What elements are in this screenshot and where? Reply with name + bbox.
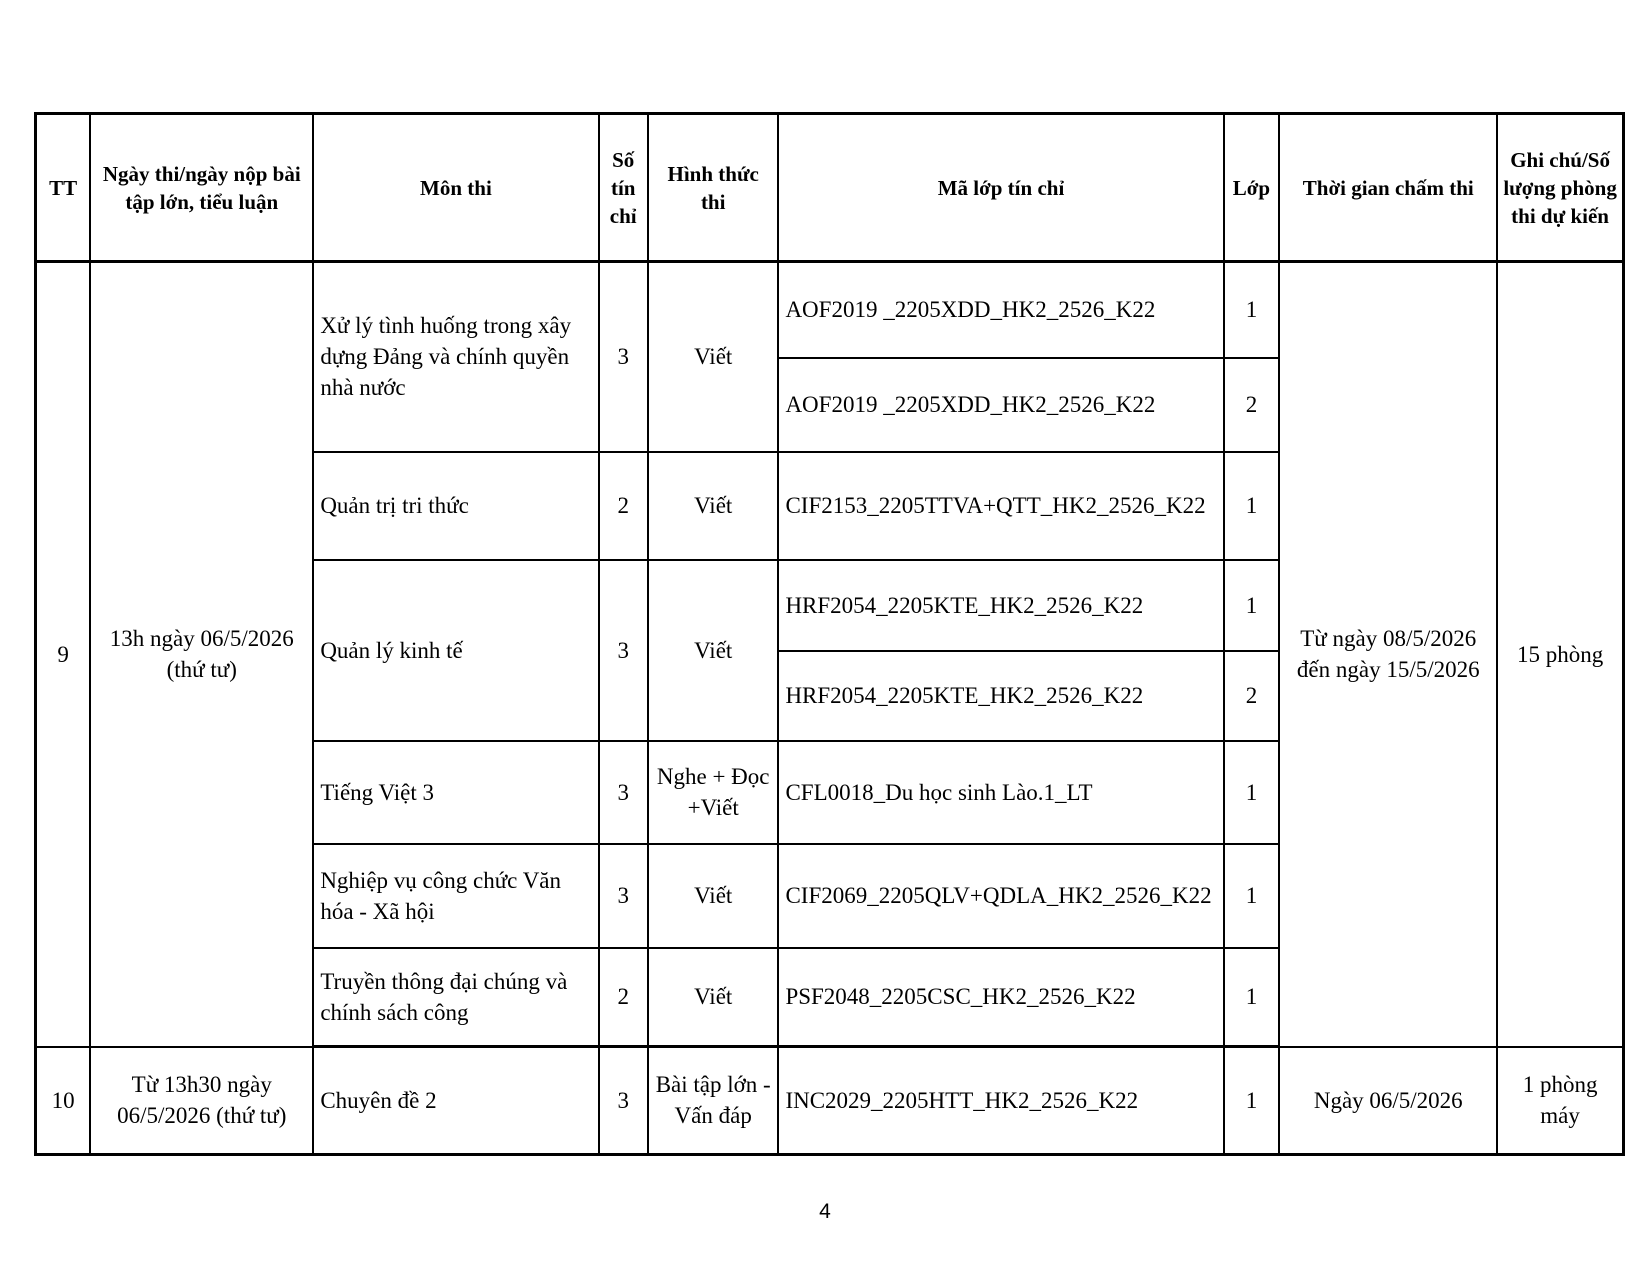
subject-name: Truyền thông đại chúng và chính sách công: [313, 948, 598, 1047]
credits: 3: [599, 262, 648, 452]
row-tt: 9: [36, 262, 91, 1047]
class-code: HRF2054_2205KTE_HK2_2526_K22: [778, 651, 1223, 741]
subject-name: Nghiệp vụ công chức Văn hóa - Xã hội: [313, 844, 598, 948]
header-format: Hình thức thi: [648, 114, 778, 262]
class-code: PSF2048_2205CSC_HK2_2526_K22: [778, 948, 1223, 1047]
subject-name: Quản lý kinh tế: [313, 560, 598, 741]
class-code: AOF2019 _2205XDD_HK2_2526_K22: [778, 262, 1223, 358]
class-number: 1: [1224, 844, 1280, 948]
row-tt: 10: [36, 1047, 91, 1155]
class-number: 2: [1224, 358, 1280, 452]
class-number: 2: [1224, 651, 1280, 741]
class-code: INC2029_2205HTT_HK2_2526_K22: [778, 1047, 1223, 1155]
table-row: [36, 262, 1624, 358]
credits: 3: [599, 560, 648, 741]
subject-name: Chuyên đề 2: [313, 1047, 598, 1155]
exam-format: Nghe + Đọc +Viết: [648, 741, 778, 844]
class-number: 1: [1224, 262, 1280, 358]
table-row: [36, 1047, 1624, 1155]
class-code: AOF2019 _2205XDD_HK2_2526_K22: [778, 358, 1223, 452]
grading-time: Từ ngày 08/5/2026 đến ngày 15/5/2026: [1279, 262, 1497, 1047]
credits: 3: [599, 741, 648, 844]
credits: 2: [599, 452, 648, 560]
class-code: CIF2153_2205TTVA+QTT_HK2_2526_K22: [778, 452, 1223, 560]
subject-name: Tiếng Việt 3: [313, 741, 598, 844]
header-class: Lớp: [1224, 114, 1280, 262]
exam-date: 13h ngày 06/5/2026 (thứ tư): [90, 262, 313, 1047]
class-code: CIF2069_2205QLV+QDLA_HK2_2526_K22: [778, 844, 1223, 948]
credits: 3: [599, 844, 648, 948]
header-tt: TT: [36, 114, 91, 262]
header-class-code: Mã lớp tín chỉ: [778, 114, 1223, 262]
header-subject: Môn thi: [313, 114, 598, 262]
class-number: 1: [1224, 452, 1280, 560]
header-row: [36, 114, 1624, 262]
header-notes: Ghi chú/Số lượng phòng thi dự kiến: [1497, 114, 1623, 262]
exam-format: Viết: [648, 560, 778, 741]
class-code: HRF2054_2205KTE_HK2_2526_K22: [778, 560, 1223, 651]
exam-date: Từ 13h30 ngày 06/5/2026 (thứ tư): [90, 1047, 313, 1155]
exam-schedule-table: [34, 112, 1625, 1156]
credits: 3: [599, 1047, 648, 1155]
class-number: 1: [1224, 560, 1280, 651]
header-credits: Số tín chỉ: [599, 114, 648, 262]
header-grading: Thời gian chấm thi: [1279, 114, 1497, 262]
class-code: CFL0018_Du học sinh Lào.1_LT: [778, 741, 1223, 844]
class-number: 1: [1224, 741, 1280, 844]
class-number: 1: [1224, 1047, 1280, 1155]
subject-name: Xử lý tình huống trong xây dựng Đảng và chính quyền nhà nước: [313, 262, 598, 452]
room-notes: 1 phòng máy: [1497, 1047, 1623, 1155]
exam-format: Viết: [648, 452, 778, 560]
exam-format: Viết: [648, 262, 778, 452]
exam-format: Viết: [648, 948, 778, 1047]
exam-format: Viết: [648, 844, 778, 948]
class-number: 1: [1224, 948, 1280, 1047]
subject-name: Quản trị tri thức: [313, 452, 598, 560]
grading-time: Ngày 06/5/2026: [1279, 1047, 1497, 1155]
exam-format: Bài tập lớn - Vấn đáp: [648, 1047, 778, 1155]
credits: 2: [599, 948, 648, 1047]
page-number: 4: [819, 1200, 831, 1223]
room-notes: 15 phòng: [1497, 262, 1623, 1047]
header-date: Ngày thi/ngày nộp bài tập lớn, tiểu luận: [90, 114, 313, 262]
